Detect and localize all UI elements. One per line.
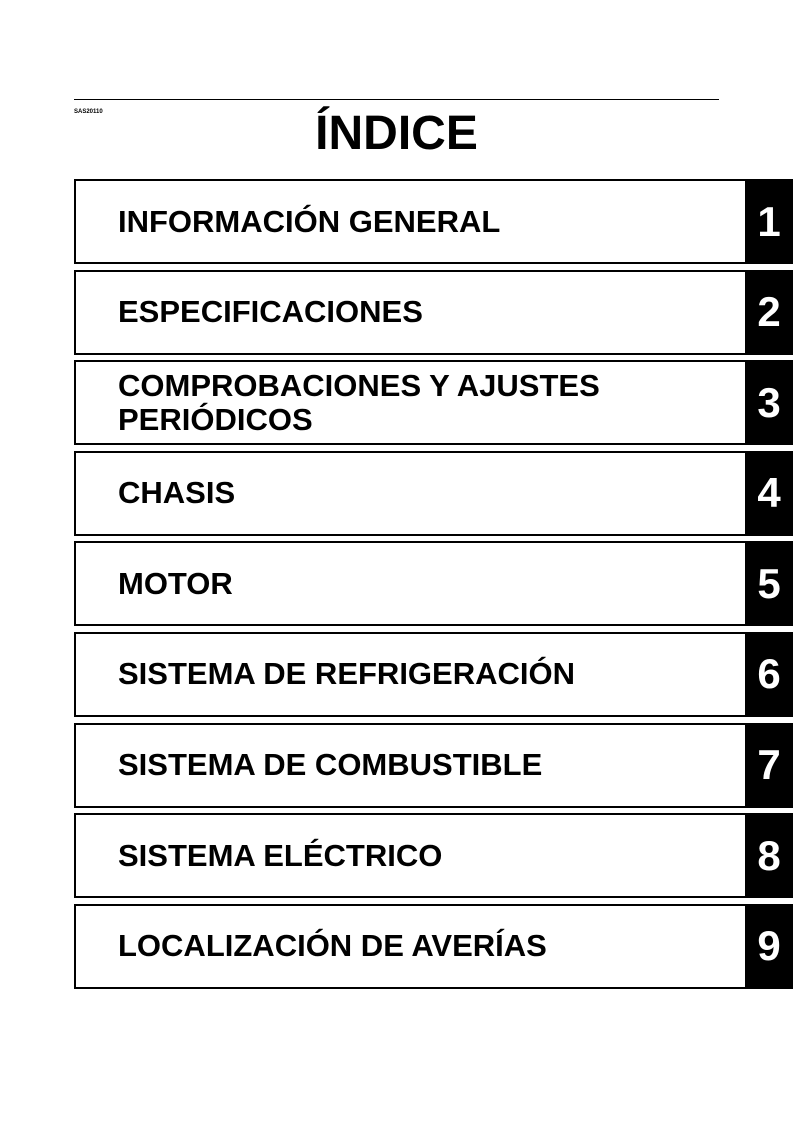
toc-item-label: INFORMACIÓN GENERAL: [118, 203, 501, 239]
chapter-tab[interactable]: 5: [745, 541, 793, 626]
chapter-tab[interactable]: 3: [745, 360, 793, 445]
toc-item-1[interactable]: [74, 179, 793, 264]
top-rule: [74, 99, 719, 100]
chapter-tab[interactable]: 6: [745, 632, 793, 717]
toc-item-3[interactable]: [74, 360, 793, 445]
chapter-tab[interactable]: 1: [745, 179, 793, 264]
toc-item-label: MOTOR: [118, 565, 233, 601]
toc-item-label: SISTEMA ELÉCTRICO: [118, 837, 443, 873]
chapter-tab[interactable]: 7: [745, 723, 793, 808]
toc-item-5[interactable]: [74, 541, 793, 626]
chapter-tab[interactable]: 4: [745, 451, 793, 536]
toc-item-6[interactable]: [74, 632, 793, 717]
toc-item-label: CHASIS: [118, 475, 236, 511]
document-code: SAS20110: [74, 109, 103, 115]
chapter-tab[interactable]: 8: [745, 813, 793, 898]
chapter-tab[interactable]: 9: [745, 904, 793, 989]
toc-item-2[interactable]: [74, 270, 793, 355]
toc-item-label: ESPECIFICACIONES: [118, 294, 423, 330]
toc-item-4[interactable]: [74, 451, 793, 536]
toc-item-label: SISTEMA DE REFRIGERACIÓN: [118, 656, 575, 692]
toc-item-label: COMPROBACIONES Y AJUSTES PERIÓDICOS: [118, 367, 600, 437]
toc-item-7[interactable]: [74, 723, 793, 808]
page-title: ÍNDICE: [315, 107, 478, 160]
toc-item-8[interactable]: [74, 813, 793, 898]
toc-item-label: SISTEMA DE COMBUSTIBLE: [118, 747, 543, 783]
chapter-tab[interactable]: 2: [745, 270, 793, 355]
table-of-contents: [74, 179, 793, 994]
toc-item-9[interactable]: [74, 904, 793, 989]
toc-item-label: LOCALIZACIÓN DE AVERÍAS: [118, 928, 547, 964]
